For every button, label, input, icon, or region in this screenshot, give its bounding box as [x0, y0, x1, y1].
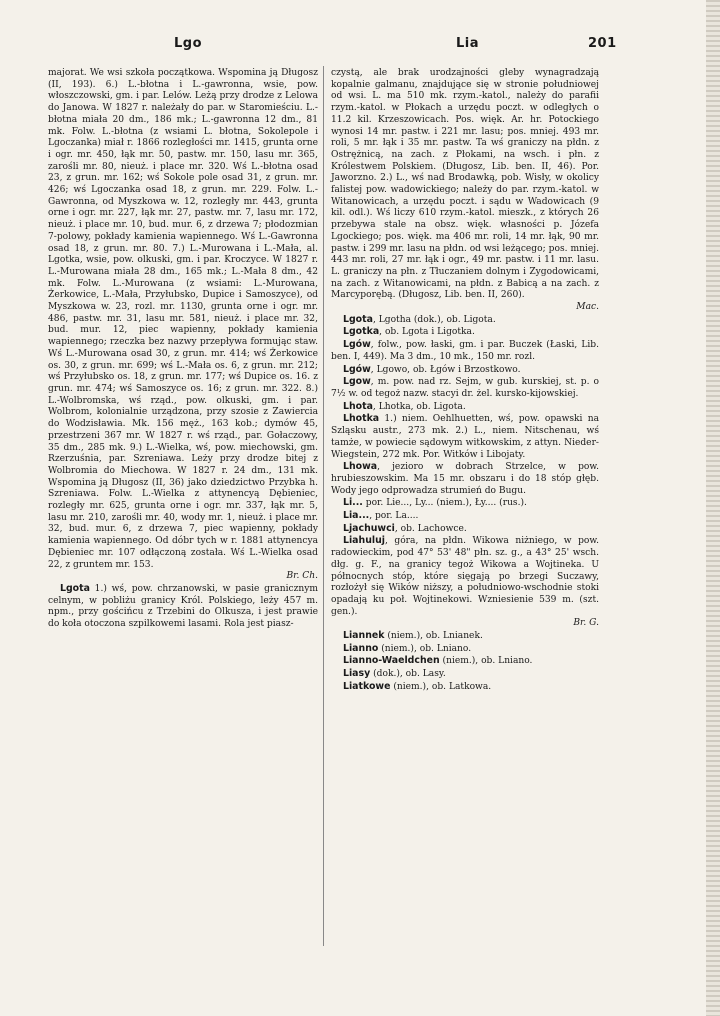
entry-headword: Liatkowe — [343, 680, 391, 692]
entry-paragraph — [48, 68, 318, 583]
entry-text: , por. La.... — [369, 511, 419, 522]
entry-text: 1.) wś, pow. chrzanowski, w pasie granicznym celnym, w pobliżu granicy Król. Polskiego, leży 457 m. npm., przy gościńcu z Trzebini do Olkusza, i jest prawie do koła otoczona szpilkowemi lasami. Rola jest piasz- — [48, 583, 318, 630]
author-signature: Mac. — [576, 302, 599, 313]
entry-headword: Lgota — [60, 582, 90, 594]
entry-headword: Lhowa — [343, 461, 378, 473]
entry-text: (niem.), ob. Lnianek. — [384, 631, 483, 642]
entry-text: , ob. Lachowce. — [394, 523, 467, 534]
entry-paragraph — [331, 630, 599, 643]
entry-headword: Lgow — [343, 376, 371, 388]
entry-paragraph — [331, 413, 599, 461]
entry-headword: Liannek — [343, 630, 385, 642]
entry-paragraph — [331, 510, 599, 523]
entry-text: , folw., pow. łaski, gm. i par. Buczek (Łaski, Lib. ben. I, 449). Ma 3 dm., 10 mk., 150 mr. rozl. — [331, 340, 599, 362]
entry-text: , Lhotka, ob. Ligota. — [372, 401, 466, 412]
entry-paragraph — [331, 643, 599, 656]
entry-headword: Lhota — [343, 400, 373, 412]
entry-paragraph — [48, 583, 318, 631]
right-column — [331, 68, 599, 694]
entry-paragraph — [331, 535, 599, 630]
entry-headword: Li... — [343, 497, 363, 509]
entry-headword: Lgów — [343, 339, 371, 351]
entry-paragraph — [331, 326, 599, 339]
author-signature: Br. G. — [573, 618, 599, 629]
left-column — [48, 68, 318, 631]
entry-text: (niem.), ob. Lniano. — [439, 656, 533, 667]
entry-text: 1.) niem. Oehlhuetten, wś, pow. opawski na Szląsku austr., 273 mk. 2.) L., niem. Nitschenau, wś tamże, w powiecie sądowym witkowskim, z attyn. Nieder-Wiegstein, 272 mk. Por. Witków i Libojaty. — [331, 414, 599, 460]
entry-text: , ob. Lgota i Ligotka. — [379, 327, 475, 338]
entry-text: , Lgotha (dok.), ob. Ligota. — [372, 314, 496, 325]
entry-text: majorat. We wsi szkoła początkowa. Wspomina ją Długosz (II, 193). 6.) L.-błotna i L.-gawronna, wsie, pow. włoszczowski, gm. i par. Lelów. Leżą przy drodze z Lelowa do Janowa. W 1827 r. należały do par. w Staromieściu. L.-błotna miała 20 dm., 186 mk.; L.-gawronna 12 dm., 81 mk. Folw. L.-błotna (z wsiami L. błotna, Sokolepole i Lgoczanka) miał r. 1866 rozległości mr. 1415, grunta orne i ogr. mr. 450, łąk mr. 50, pastw. mr. 150, lasu mr. 365, zarośli mr. 80, nieuż. i place mr. 320. Wś L.-błotna osad 23, z grun. mr. 162; wś Sokole pole osad 31, z grun. mr. 426; wś Lgoczanka osad 18, z grun. mr. 229. Folw. L.-Gawronna, od Myszkowa w. 12, rozległy mr. 443, grunta orne i ogr. mr. 227, łąk mr. 27, pastw. mr. 7, lasu mr. 172, nieuż. i place mr. 10, bud. mur. 6, z drzewa 7; płodozmian 7-polowy, pokłady kamienia wapiennego. Wś L.-Gawronna osad 18, z grun. mr. 80. 7.) L.-Murowana i L.-Mała, al. Lgotka, wsie, pow. olkuski, gm. i par. Kroczyce. W 1827 r. L.-Murowana miała 28 dm., 165 mk.; L.-Mała 8 dm., 42 mk. Folw. L.-Murowana (z wsiami: L.-Murowana, Żerkowice, L.-Mała, Przyłubsko, Dupice i Samoszyce), od Myszkowa w. 23, rozl. mr. 1130, grunta orne i ogr. mr. 486, pastw. mr. 31, lasu mr. 581, nieuż. i place mr. 32, bud. mur. 12, piec wapienny, pokłady kamienia wapiennego; rzeczka bez nazwy przepływa formując staw. Wś L.-Murowana osad 30, z grun. mr. 414; wś Żerkowice os. 30, z grun. mr. 699; wś L.-Mała os. 6, z grun. mr. 212; wś Przyłubsko os. 18, z grun. mr. 177; wś Dupice os. 16. z grun. mr. 474; wś Samoszyce os. 16; z grun. mr. 322. 8.) L.-Wolbromska, wś rząd., pow. olkuski, gm. i par. Wolbrom, kolonialnie urządzona, przy szosie z Zawiercia do Wodzisławia. Mk. 156 męż., 163 kob.; dymów 45, przestrzeni 367 mr. W 1827 r. wś rząd., par. Gołaczowy, 35 dm., 285 mk. 9.) L.-Wielka, wś, pow. miechowski, gm. Rzerzuśnia, par. Szreniawa. Leży przy drodze bitej z Wolbromia do Miechowa. W 1827 r. 24 dm., 131 mk. Wspomina ją Długosz (II, 36) jako dziedzictwo Przybka h. Szreniawa. Folw. L.-Wielka z attynencyą Dębieniec, rozległy mr. 625, grunta orne i ogr. mr. 337, łąk mr. 5, lasu mr. 210, zarośli mr. 40, wody mr. 1, nieuż. i place mr. 32, bud. mur. 6, z drzewa 7, piec wapienny, pokłady kamienia wapiennego. Od dóbr tych w r. 1881 attynencya Dębieniec mr. 107 odłączoną została. Wś L.-Wielka osad 22, z gruntem mr. 153. — [48, 68, 318, 570]
entry-paragraph — [331, 681, 599, 694]
entry-headword: Lgota — [343, 313, 373, 325]
author-signature: Br. Ch. — [286, 571, 318, 582]
entry-paragraph — [331, 497, 599, 510]
entry-headword: Ljachuwci — [343, 522, 395, 534]
entry-paragraph — [331, 68, 599, 314]
entry-text: czystą, ale brak urodzajności gleby wynagradzają kopalnie galmanu, znajdujące się w stronie południowej od wsi. L. ma 510 mk. rzym.-katol., należy do parafii rzym.-katol. w Płokach a urzędu poczt. w odległych o 11.2 kil. Krzeszowicach. Pos. więk. Ar. hr. Potockiego wynosi 14 mr. pastw. i 221 mr. lasu; pos. mniej. 493 mr. roli, 5 mr. łąk i 35 mr. pastw. Ta wś graniczy na płdn. z Ostrężnicą, na zach. z Płokami, na wsch. i płn. z Królestwem Polskiem. (Długosz, Lib. ben. II, 46). Por. Jaworzno. 2.) L., wś nad Brodawką, pob. Wisły, w okolicy falistej pow. wadowickiego; należy do par. rzym.-katol. w Witanowicach, a urzędu poczt. i sądu w Wadowicach (9 kil. odl.). Wś liczy 610 rzym.-katol. mieszk., z których 26 przebywa stale na obsz. więk. własności p. Józefa Lgockiego; pos. więk. ma 406 mr. roli, 14 mr. łąk, 90 mr. pastw. i 299 mr. lasu na płdn. od wsi leżącego; pos. mniej. 443 mr. roli, 27 mr. łąk i ogr., 49 mr. pastw. i 11 mr. lasu. L. graniczy na płn. z Tłuczaniem dolnym i Zygodowicami, na zach. z Witanowicami, na płdn. z Babicą a na zach. z Marcyporębą. (Długosz, Lib. ben. II, 260). — [331, 68, 599, 301]
page-edge — [706, 0, 720, 1016]
entry-headword: Lia... — [343, 510, 370, 522]
entry-paragraph — [331, 668, 599, 681]
entry-paragraph — [331, 364, 599, 377]
entry-text: , jezioro w dobrach Strzelce, w pow. hrubieszowskim. Ma 15 mr. obszaru i do 18 stóp głęb. Wody jego odprowadza strumień do Bugu. — [331, 462, 599, 496]
entry-headword: Liahuluj — [343, 535, 385, 547]
entry-paragraph — [331, 523, 599, 536]
entry-paragraph — [331, 339, 599, 363]
entry-headword: Lhotka — [343, 413, 380, 425]
entry-paragraph — [331, 461, 599, 497]
running-head-center: Lia — [456, 36, 480, 51]
entry-headword: Lgów — [343, 363, 371, 375]
entry-text: , góra, na płdn. Wikowa niżniego, w pow. radowieckim, pod 47° 53' 48" płn. sz. g., a 43° 25' wsch. dłg. g. F., na granicy tegoż Wikowa a Wojtineka. U północnych stóp, które sięgają po brzegi Suczawy, rozłożył się Wików niższy, a południowo-wschodnie stoki opadają ku poł. Wojtinekowi. Wzniesienie 539 m. (szt. gen.). — [331, 536, 599, 617]
entry-text: (niem.), ob. Lniano. — [378, 643, 472, 654]
entry-paragraph — [331, 655, 599, 668]
entry-headword: Lianno-Waeldchen — [343, 655, 440, 667]
entry-text: , m. pow. nad rz. Sejm, w gub. kurskiej, st. p. o 7½ w. od tegoż nazw. stacyi dr. żel. kursko-kijowskiej. — [331, 377, 599, 399]
entry-headword: Lgotka — [343, 326, 380, 338]
running-head-left: Lgo — [174, 36, 203, 51]
entry-paragraph — [331, 314, 599, 327]
entry-text: , Lgowo, ob. Łgów i Brzostkowo. — [370, 364, 521, 375]
entry-text: (dok.), ob. Lasy. — [370, 669, 446, 680]
entry-text: (niem.), ob. Latkowa. — [390, 681, 492, 692]
column-divider — [323, 66, 324, 946]
entry-paragraph — [331, 376, 599, 400]
entry-paragraph — [331, 401, 599, 414]
entry-headword: Lianno — [343, 642, 379, 654]
entry-text: por. Lie..., Ly... (niem.), Ły.... (rus.). — [362, 498, 527, 509]
page-number: 201 — [588, 36, 617, 51]
entry-headword: Liasy — [343, 668, 371, 680]
